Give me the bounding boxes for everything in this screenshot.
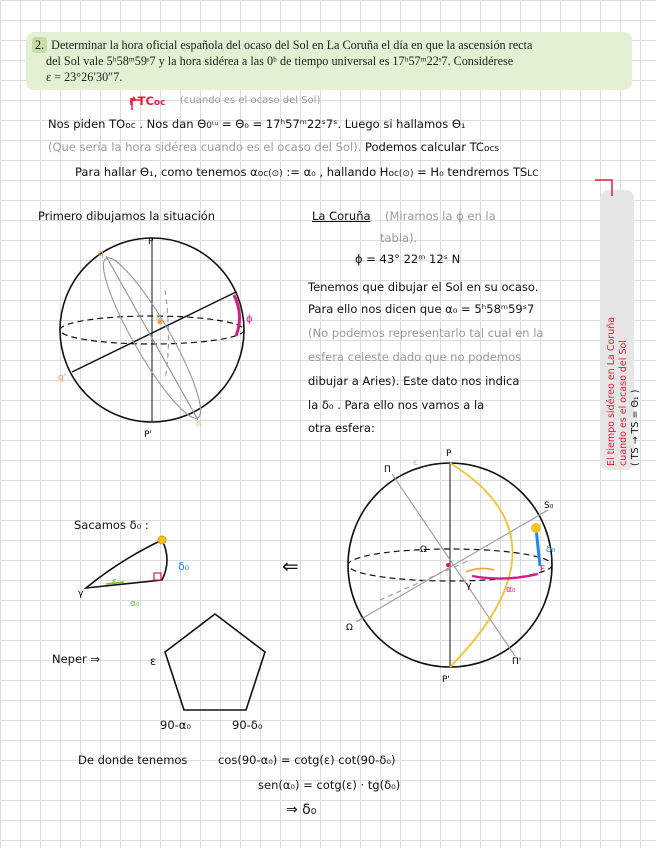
sphere-2-eps-top-label: ε: [413, 458, 418, 468]
sphere-2-pi-label: Π: [384, 465, 391, 475]
notes-line-2: (Que sería la hora sidérea cuando es el ocaso del Sol). Podemos calcular TCocs: [48, 140, 500, 154]
problem-line-1: Determinar la hora oficial española del ocaso del Sol en La Coruña el día en que la ascensión recta: [51, 38, 533, 52]
right-p4: esfera celeste dado que no podemos: [308, 350, 522, 364]
problem-line-3: ε = 23°26′30″7.: [46, 70, 123, 84]
formula-2: sen(α₀) = cotg(ε) · tg(δ₀): [258, 778, 401, 792]
sphere-1-p-label: P: [148, 237, 154, 247]
sphere-2-f-label: F: [540, 565, 546, 575]
sphere-2-center: [446, 563, 450, 567]
triangle-eps-label: ε: [112, 577, 117, 587]
triangle-right-angle: [154, 573, 161, 580]
problem-line-2: del Sol vale 5ʰ58ᵐ59ˢ7 y la hora sidérea a las 0ʰ de tiempo universal es 17ʰ57ᵐ22ˢ7. Considérese: [46, 54, 514, 68]
sphere-2-aries-label: γ: [466, 581, 472, 591]
sphere-2-dashed-line: [380, 560, 470, 600]
problem-number: 2.: [32, 37, 47, 53]
triangle-sun: [158, 536, 166, 544]
left-arrow: ⇐: [282, 554, 299, 578]
neper-text: Neper ⇒: [52, 652, 101, 666]
right-p6: la δ₀ . Para ello nos vamos a la: [308, 398, 485, 412]
spherical-triangle: [78, 536, 190, 609]
coruna-title: La Coruña: [312, 209, 371, 223]
triangle-aries-label: γ: [78, 589, 84, 599]
primero-text: Primero dibujamos la situación: [38, 209, 216, 223]
formula-1: cos(90-α₀) = cotg(ε) cot(90-δ₀): [218, 753, 396, 767]
sphere-2-alpha-label: α₀: [506, 585, 516, 595]
side-note-line-1: El tiempo sidéreo en La Coruña: [606, 316, 617, 466]
triangle-delta-label: δ₀: [178, 560, 190, 573]
sphere-2-pip-label: Π': [512, 657, 522, 667]
formula-3: ⇒ δ₀: [286, 802, 317, 818]
right-p5: dibujar a Aries). Este dato nos indica: [308, 374, 520, 388]
sphere-1: [58, 237, 253, 440]
sacamos-text: Sacamos δ₀ :: [74, 518, 149, 532]
sphere-1-n-label: n: [196, 419, 202, 428]
sphere-2-delta-label: δ₀: [546, 545, 556, 555]
pentagon-shape: [165, 614, 265, 710]
side-note-arrow: [595, 180, 612, 196]
sphere-2-ecliptic-line: [356, 510, 548, 622]
miramos-text: (Miramos la ϕ en la: [385, 209, 496, 223]
right-p2: Para ello nos dicen que α₀ = 5ʰ58ᵐ59ˢ7: [308, 302, 535, 316]
phi-value: ϕ = 43° 22ᵐ 12ˢ N: [355, 252, 461, 266]
side-note-line-3: ( TS → TS = Θ₁ ): [630, 389, 641, 466]
sphere-1-qp-label: q': [58, 373, 67, 383]
sphere-2-delta-arc: [536, 528, 540, 566]
sphere-2-omega-label: Ω: [420, 545, 427, 555]
tc-label: ↱TCoc: [128, 94, 166, 108]
sphere-2-yellow-meridian: [450, 463, 513, 667]
right-p3: (No podemos representarlo tal cual en la: [308, 326, 544, 340]
side-note-line-2: cuando es el ocaso del Sol: [618, 340, 629, 466]
sphere-1-equator-line: [72, 292, 236, 372]
notes-line-1: Nos piden TOoc . Nos dan Θ0ᵗᵘ = Θ₀ = 17ʰ57ᵐ22ˢ7ˢ. Luego si hallamos Θ₁: [48, 117, 466, 131]
sphere-1-q-label: q: [98, 249, 104, 259]
tabla-text: tabla).: [380, 231, 418, 245]
sphere-1-pp-label: P': [144, 430, 152, 440]
sphere-2-alpha-arc: [472, 574, 538, 579]
right-p7: otra esfera:: [308, 421, 375, 435]
sphere-2-libra-label: Ω: [346, 623, 353, 633]
pentagon-label-1: 90-α₀: [160, 718, 191, 732]
sphere-2-sun: [531, 523, 541, 533]
de-donde-text: De donde tenemos: [78, 753, 188, 767]
sphere-1-s-label: s: [156, 313, 161, 322]
sphere-2-p-label: P: [446, 449, 452, 459]
pentagon-label-eps: ε: [150, 654, 157, 668]
sphere-2: [346, 449, 556, 685]
neper-pentagon: [165, 614, 265, 710]
sphere-2-eps-arc: [466, 568, 494, 572]
notes-line-3: Para hallar Θ₁, como tenemos αoc(⊙) := α₀ , hallando Hoc(⊙) = H₀ tendremos TSLC: [75, 165, 539, 179]
triangle-alpha-label: α₀: [130, 599, 140, 609]
pentagon-label-2: 90-δ₀: [232, 718, 263, 732]
sphere-2-s0-label: S₀: [544, 501, 554, 511]
tc-pointer-arrow: [132, 100, 142, 110]
tc-note: (cuando es el ocaso del Sol): [180, 95, 321, 106]
triangle-outline: [86, 540, 167, 588]
right-p1: Tenemos que dibujar el Sol en su ocaso.: [308, 280, 539, 294]
sphere-2-pp-label: P': [442, 675, 450, 685]
sphere-1-phi-label: ϕ: [246, 314, 253, 325]
